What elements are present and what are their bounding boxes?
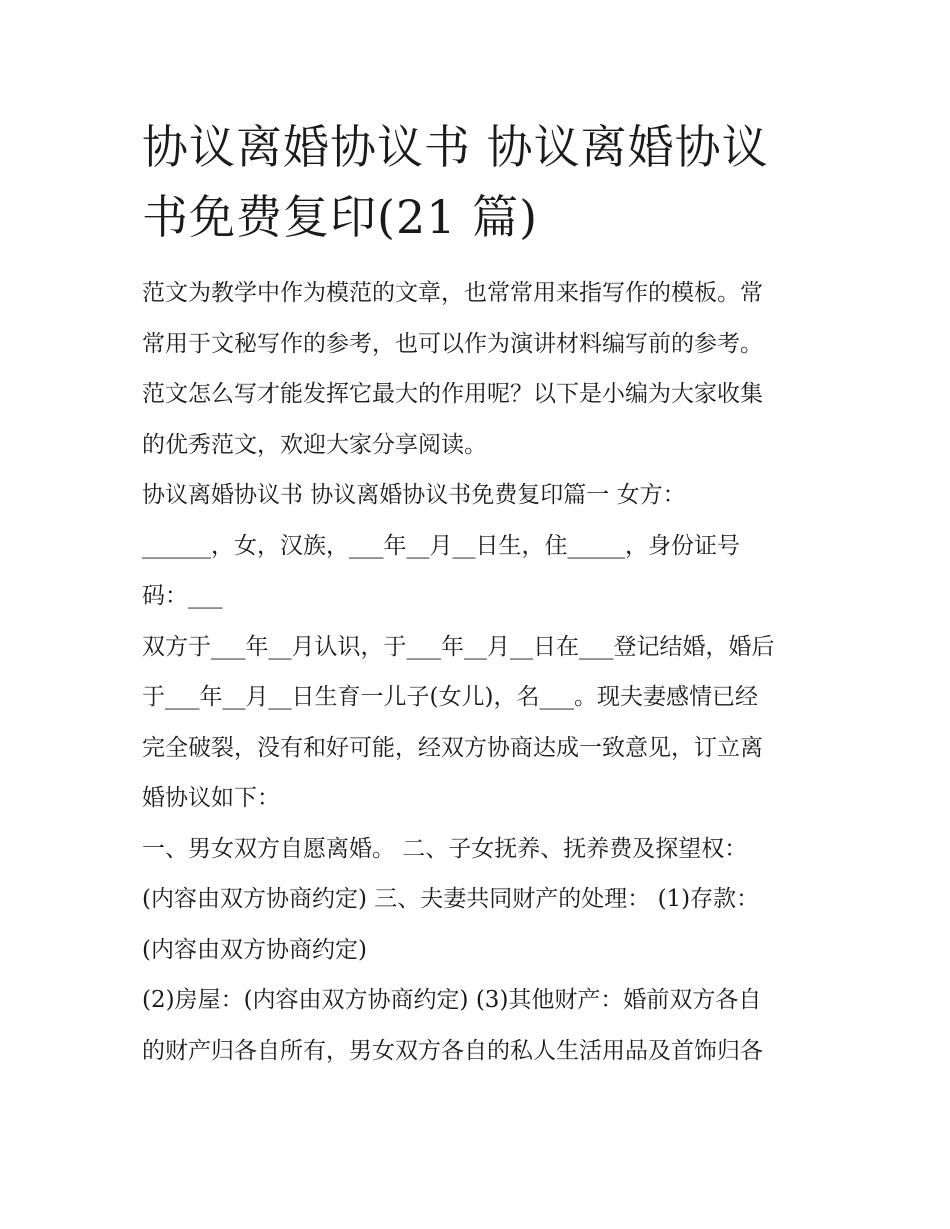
body-line: 范文怎么写才能发挥它最大的作用呢？以下是小编为大家收集 [142,381,763,407]
title-line-2: 书免费复印(21 篇) [142,190,539,244]
body-line: 一、男女双方自愿离婚。 二、子女抚养、抚养费及探望权： [142,835,748,862]
body-line: 常用于文秘写作的参考，也可以作为演讲材料编写前的参考。 [142,330,763,357]
document-body [142,268,822,1076]
document-page [142,112,822,1076]
body-line: 双方于___年__月认识，于___年__月__日在___登记结婚，婚后 [142,633,775,660]
body-line: ______，女，汉族，___年__月__日生，住_____，身份证号 [142,532,740,559]
body-line: 于___年__月__日生育一儿子(女儿)，名___。现夫妻感情已经 [142,684,758,710]
document-title [142,112,822,252]
body-line: 婚协议如下： [142,785,280,811]
title-line-1: 协议离婚协议书 协议离婚协议 [142,120,769,174]
body-line: (2)房屋：(内容由双方协商约定) (3)其他财产：婚前双方各自 [142,987,762,1013]
body-line: (内容由双方协商约定) 三、夫妻共同财产的处理： (1)存款： [142,886,760,912]
body-line: 的财产归各自所有，男女双方各自的私人生活用品及首饰归各 [142,1037,763,1064]
body-line: 范文为教学中作为模范的文章，也常常用来指写作的模板。常 [142,280,763,306]
body-line: 的优秀范文，欢迎大家分享阅读。 [142,431,487,458]
body-line: (内容由双方协商约定) [142,936,367,963]
body-line: 完全破裂，没有和好可能，经双方协商达成一致意见，订立离 [142,734,763,761]
body-line: 协议离婚协议书 协议离婚协议书免费复印篇一 女方： [142,482,686,508]
body-line: 码：___ [142,583,223,609]
